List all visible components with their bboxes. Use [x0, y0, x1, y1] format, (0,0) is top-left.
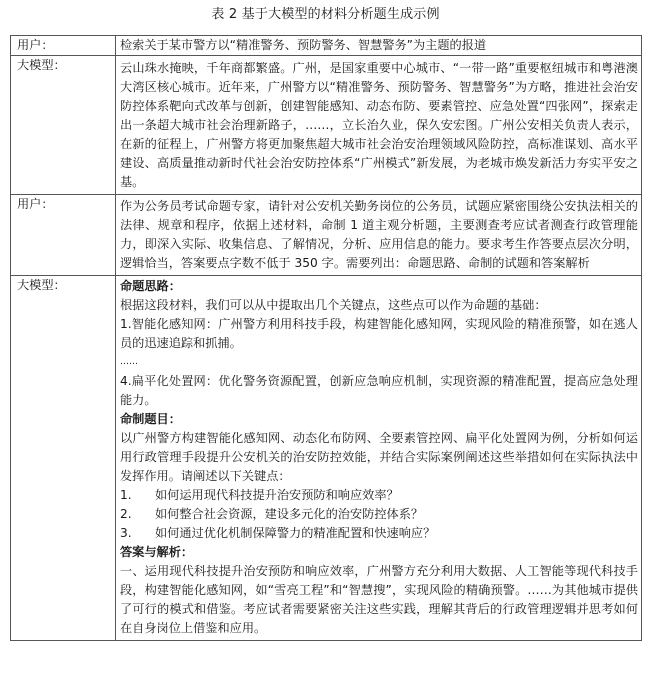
section-heading: 答案与解析：: [120, 545, 194, 559]
paragraph: 1.智能化感知网：广州警方利用科技手段，构建智能化感知网，实现风险的精准预警，如在逃人员的迅速追踪和抓捕。: [120, 317, 638, 350]
content-cell: [116, 276, 642, 641]
table-caption: 表 2 基于大模型的材料分析题生成示例: [211, 7, 440, 22]
ellipsis-text: ……: [120, 357, 138, 367]
list-text: 如何整合社会资源，建设多元化的治安防控体系？: [155, 507, 424, 521]
list-item: [120, 505, 638, 524]
paragraph: 根据这段材料，我们可以从中提取出几个关键点，这些点可以作为命题的基础：: [120, 298, 547, 312]
paragraph: 以广州警方构建智能化感知网、动态化布防网、全要素管控网、扁平化处置网为例，分析如何运用行政管理手段提升公安机关的治安防控效能，并结合实际案例阐述这些举措如何在实际执法中发挥作用。请阐述以下关键点：: [120, 431, 638, 483]
list-item: [120, 486, 638, 505]
table-row: [11, 195, 642, 276]
example-table: [10, 35, 642, 641]
list-number: 3.: [120, 526, 132, 540]
section-heading: 命制题目：: [120, 412, 181, 426]
model-response-text: 云山珠水掩映，千年商都繁盛。广州，是国家重要中心城市、“一带一路”重要枢纽城市和粤港澳大湾区核心城市。近年来，广州警方以“精准警务、预防警务、智慧警务”为方略，推进社会治安防控体系靶向式改革与创新，创建智能感知、动态布防、要素管控、应急处置“四张网”，探索走出一条超大城市社会治理新路子，……，立长治久业，保久安宏图。广州公安相关负责人表示，在新的征程上，广州警方将更加聚焦超大城市社会治安治理领域风险防控，高标准谋划、高水平建设、高质量推动新时代社会治安防控体系“广州模式”新发展，为老城市焕发新活力夯实平安之基。: [120, 61, 638, 189]
list-number: 2.: [120, 507, 132, 521]
content-cell: [116, 56, 642, 195]
paragraph: 4.扁平化处置网：优化警务资源配置，创新应急响应机制，实现资源的精准配置，提高应急处理能力。: [120, 374, 638, 407]
list-text: 如何通过优化机制保障警力的精准配置和快速响应？: [155, 526, 436, 540]
table-row: [11, 56, 642, 195]
user-query-text: 检索关于某市警方以“精准警务、预防警务、智慧警务”为主题的报道: [120, 38, 487, 52]
list-item: [120, 524, 638, 543]
list-number: 1.: [120, 488, 132, 502]
user-instruction-text: 作为公务员考试命题专家，请针对公安机关勤务岗位的公务员，试题应紧密围绕公安执法相关的法律、规章和程序，依据上述材料，命制 1 道主观分析题，主要测查考应试者测查行政管理能力，即深入实际、收集信息、了解情况，分析、应用信息的能力。要求考生作答要点层次分明，逻辑恰当，答案要点字数不低于 350 字。需要列出：命题思路、命制的试题和答案解析: [120, 199, 638, 270]
content-cell: [116, 36, 642, 56]
table-row: [11, 36, 642, 56]
paragraph: 一、运用现代科技提升治安预防和响应效率，广州警方充分利用大数据、人工智能等现代科技手段，构建智能化感知网，如“雪亮工程”和“智慧搜”，实现风险的精确预警。……为其他城市提供了可行的模式和借鉴。考应试者需要紧密关注这些实践，理解其背后的行政管理逻辑并思考如何在自身岗位上借鉴和应用。: [120, 564, 638, 635]
role-cell: 大模型：: [11, 56, 116, 195]
table-row: [11, 276, 642, 641]
section-heading: 命题思路：: [120, 279, 181, 293]
list-text: 如何运用现代科技提升治安预防和响应效率？: [155, 488, 399, 502]
role-cell: 用户：: [11, 36, 116, 56]
role-cell: 用户：: [11, 195, 116, 276]
role-cell: 大模型：: [11, 276, 116, 641]
content-cell: [116, 195, 642, 276]
